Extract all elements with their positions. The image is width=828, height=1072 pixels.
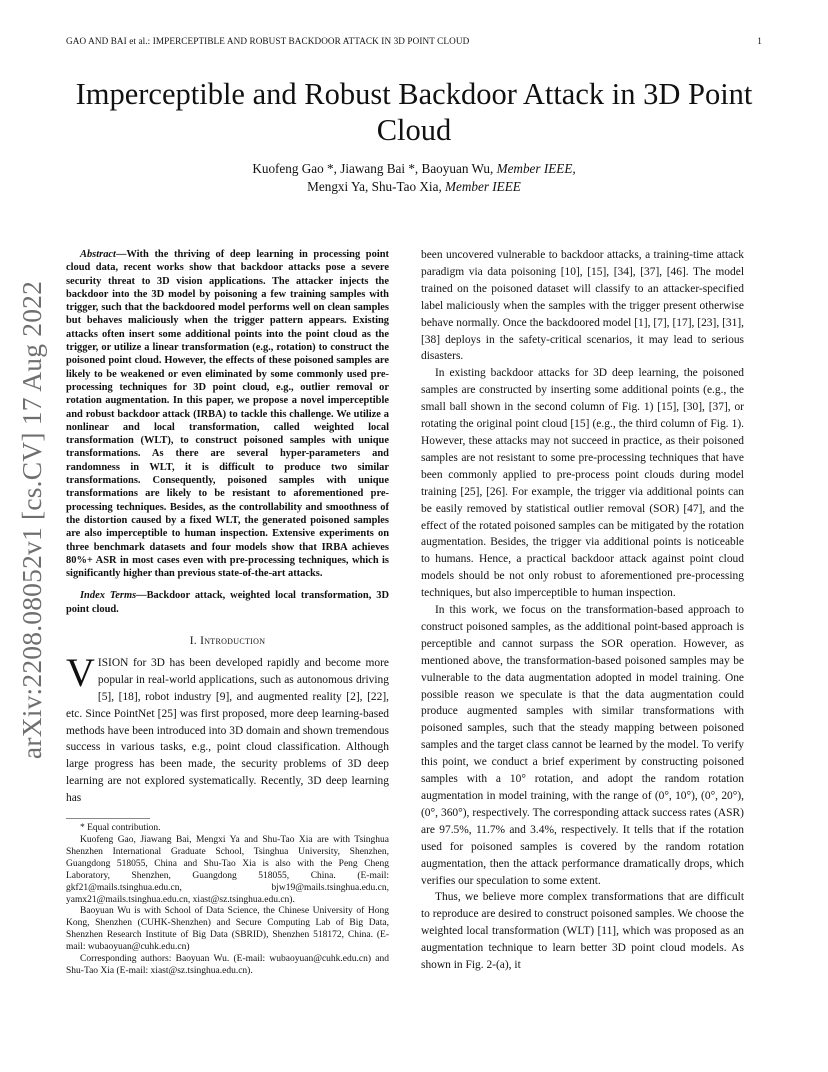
running-head [66,36,762,50]
index-terms-label: Index Terms [80,590,137,602]
footnote-affiliation-1: Kuofeng Gao, Jiawang Bai, Mengxi Ya and Shu-Tao Xia are with Tsinghua Shenzhen International Graduate School, Tsinghua University, Shenzhen, Guangdong 518055, China and Shu-Tao Xia is also with the Peng Cheng Laboratory, Shenzhen, Guangdong 518055, China. (E-mail: gkf21@mails.tsinghua.edu.cn, bjw19@mails.tsinghua.edu.cn, yamx21@mails.tsinghua.edu.cn, xiast@sz.tsinghua.edu.cn). [66,834,389,905]
author-line-2 [100,178,728,196]
abstract-label: Abstract [80,249,116,260]
author-affil-1: Member IEEE, [496,161,576,176]
body-paragraph: In this work, we focus on the transformation-based approach to construct poisoned samples, as the additional point-based approach is perceptible and cannot surpass the SOR operation. However, as mentioned above, the transformation-based poisoned samples may be vulnerable to the data augmentation adopted in model training. One possible reason we speculate is that the data augmentation could produce augmented samples with similar transformations with poisoned samples, such that the steady mapping between poisoned samples and the target class cannot be learned by the model. To verify this point, we conduct a brief experiment by constructing poisoned samples with a 10° rotation, and adopt the random rotation augmentation in model training, with the range of (0°, 10°), (0°, 20°), (0°, 360°), respectively. The corresponding attack success rates (ASR) are 97.5%, 11.7% and 3.4%, respectively. It tells that if the rotation used for poisoned samples is covered by the random rotation augmentation, then the attack performance dramatically drops, which verifies our speculation to some extent. [421,604,744,887]
arxiv-identifier: arXiv:2208.08052v1 [cs.CV] 17 Aug 2022 [16,280,47,760]
footnote-affiliation-2: Baoyuan Wu is with School of Data Science, the Chinese University of Hong Kong, Shenzhen (CUHK-Shenzhen) and Secure Computing Lab of Big Data, Shenzhen Research Institute of Big Data (SBRID), Shenzhen 518172, China. (E-mail: wubaoyuan@cuhk.edu.cn) [66,906,389,953]
left-column [66,248,389,978]
body-paragraph: been uncovered vulnerable to backdoor attacks, a training-time attack paradigm via data poisoning [10], [15], [34], [37], [46]. The model trained on the poisoned dataset will classify to an attacker-specified label maliciously when the samples with the trigger present otherwise behave normally. Once the backdoored model [1], [7], [17], [23], [31], [38] deploys in the safety-critical scenarios, it may lead to serious disasters. [421,249,744,363]
index-terms [66,589,389,616]
abstract [66,248,389,580]
intro-text: ISION for 3D has been developed rapidly and become more popular in real-world applications, such as autonomous driving [5], [18], robot industry [9], and augmented reality [2], [22], etc. Since PointNet [25] was first proposed, more deep learning-based methods have been introduced into 3D domain and shown tremendous success in various tasks, e.g., point cloud classification. Although large progress has been made, the security problems of 3D deep learning are not explored systematically. Recently, 3D deep learning has [66,656,389,805]
arxiv-watermark [15,280,49,760]
section-number: I. [189,635,197,648]
section-title: Introduction [200,635,266,648]
intro-paragraph [66,649,389,807]
author-affil-2: Member IEEE [445,179,521,194]
author-names-2: Mengxi Ya, Shu-Tao Xia, [307,179,446,194]
right-column [421,247,744,974]
paper-title: Imperceptible and Robust Backdoor Attack in 3D Point Cloud [75,77,753,147]
footnote-corresponding: Corresponding authors: Baoyuan Wu. (E-mail: wubaoyuan@cuhk.edu.cn) and Shu-Tao Xia (E-mail: xiast@sz.tsinghua.edu.cn). [66,954,389,976]
section-heading [66,633,389,650]
author-names-1: Kuofeng Gao *, Jiawang Bai *, Baoyuan Wu, [252,161,497,176]
abstract-text: —With the thriving of deep learning in processing point cloud data, recent works show that backdoor attacks pose a severe security threat to 3D vision applications. The attacker injects the backdoor into the 3D model by poisoning a few training samples with trigger, such that the backdoored model performs well on clean samples but behaves maliciously when the trigger pattern appears. Existing attacks often insert some additional points into the point cloud as the trigger, or utilize a linear transformation (e.g., rotation) to construct the poisoned point cloud. However, the effects of these poisoned samples are likely to be weakened or even eliminated by some commonly used pre-processing techniques for 3D point cloud, e.g., outlier removal or rotation augmentation. In this paper, we propose a novel imperceptible and robust backdoor attack (IRBA) to tackle this challenge. We utilize a nonlinear and local transformation, called weighted local transformation (WLT), to construct poisoned samples with unique transformations. As there are several hyper-parameters and randomness in WLT, it is difficult to produce two similar transformations. Consequently, poisoned samples with unique transformations are likely to be resistant to aforementioned pre-processing techniques. Besides, as the controllability and smoothness of the distortion caused by a fixed WLT, the generated poisoned samples are also imperceptible to human inspection. Extensive experiments on three benchmark datasets and four models show that IRBA achieves 80%+ ASR in most cases even with pre-processing techniques, which is significantly higher than previous state-of-the-art attacks. [66,249,389,580]
footnote-equal-contribution: * Equal contribution. [80,823,161,834]
author-block [100,160,728,196]
drop-cap: V [66,649,95,695]
running-head-title: GAO AND BAI et al.: IMPERCEPTIBLE AND ROBUST BACKDOOR ATTACK IN 3D POINT CLOUD [66,36,470,46]
index-terms-text: —Backdoor attack, weighted local transformation, 3D point cloud. [66,590,389,615]
footnote-divider [66,818,150,819]
body-paragraph: In existing backdoor attacks for 3D deep learning, the poisoned samples are constructed by inserting some additional points (e.g., the small ball shown in the second column of Fig. 1) [15], [30], [37], or rotating the original point cloud [15] (e.g., the third column of Fig. 1). However, these attacks may not succeed in practice, as their poisoned samples are not resistant to some pre-processing techniques that have been commonly applied to pre-process point clouds during model training [25], [26]. For example, the trigger via additional points can be easily removed by statistical outlier removal (SOR) [47], and the effect of the rotated poisoned samples can be mitigated by the rotation augmentation. Besides, the trigger via additional points is noticeable to humans. Hence, a practical backdoor attack against point cloud models should be not only robust to aforementioned pre-processing techniques, but also imperceptible to human inspection. [421,367,744,600]
author-line-1 [100,160,728,178]
page-number: 1 [757,36,762,46]
body-paragraph: Thus, we believe more complex transformations that are difficult to reproduce are desired to construct poisoned samples. We choose the weighted local transformation (WLT) [11], which was proposed as an augmentation technique to learn better 3D point cloud models. As shown in Fig. 2-(a), it [421,891,744,972]
